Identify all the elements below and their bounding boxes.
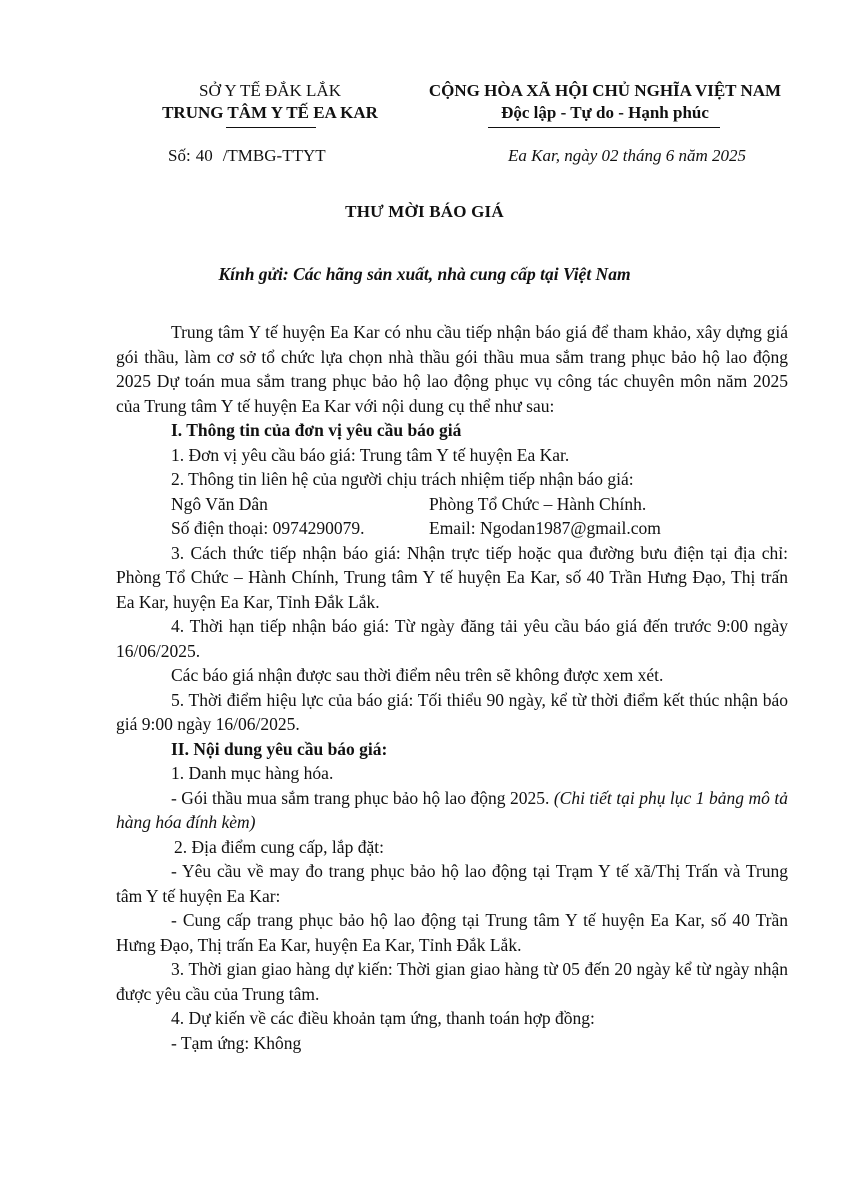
contact-phone: Số điện thoại: 0974290079.: [171, 518, 365, 538]
national-title: CỘNG HÒA XÃ HỘI CHỦ NGHĨA VIỆT NAM: [428, 81, 782, 100]
national-motto-block: [420, 80, 790, 124]
contact-department: Phòng Tổ Chức – Hành Chính.: [429, 493, 647, 514]
recipient-text: Các hãng sản xuất, nhà cung cấp tại Việt Nam: [288, 264, 631, 284]
section1-item1: 1. Đơn vị yêu cầu báo giá: Trung tâm Y tế huyện Ea Kar.: [171, 444, 570, 465]
section1-item2: 2. Thông tin liên hệ của người chịu trách nhiệm tiếp nhận báo giá:: [171, 469, 634, 489]
contact-email: Email: Ngodan1987@gmail.com: [429, 518, 661, 538]
item1-detail-note: (Chi tiết tại phụ lục 1 bảng mô tả hàng hóa đính kèm): [116, 787, 788, 832]
intro-paragraph: Trung tâm Y tế huyện Ea Kar có nhu cầu tiếp nhận báo giá để tham khảo, xây dựng giá gói thầu, làm cơ sở tổ chức lựa chọn nhà thầu gói thầu mua sắm trang phục bảo hộ lao động 2025 Dự toán mua sắm trang phục bảo hộ lao động phục vụ công tác chuyên môn năm 2025 của Trung tâm Y tế huyện Ea Kar với nội dung cụ thể như sau:: [116, 322, 788, 416]
issuing-agency-block: [140, 80, 400, 124]
recipient-label: Kính gửi:: [218, 264, 289, 284]
section2-item4: 4. Dự kiến về các điều khoản tạm ứng, thanh toán hợp đồng:: [171, 1008, 595, 1028]
contact-row-1: [116, 492, 788, 517]
section2-item2: 2. Địa điểm cung cấp, lắp đặt:: [174, 836, 384, 857]
recipient-line: [0, 264, 849, 285]
issue-date: Ea Kar, ngày 02 tháng 6 năm 2025: [508, 146, 746, 165]
doc-number-label: Số:: [168, 146, 191, 165]
section1-heading: I. Thông tin của đơn vị yêu cầu báo giá: [171, 420, 462, 440]
section2-heading: II. Nội dung yêu cầu báo giá:: [171, 738, 388, 759]
section2-item1-detail: [116, 786, 788, 835]
document-number: [168, 146, 326, 166]
section1-item3: 3. Cách thức tiếp nhận báo giá: Nhận trực tiếp hoặc qua đường bưu điện tại địa chỉ: Phòng Tổ Chức – Hành Chính, Trung tâm Y tế huyện Ea Kar, số 40 Trần Hưng Đạo, Thị trấn Ea Kar, huyện Ea Kar, Tỉnh Đắk Lắk.: [116, 542, 788, 612]
issuing-agency: TRUNG TÂM Y TẾ EA KAR: [162, 103, 378, 122]
section1-item4-note: Các báo giá nhận được sau thời điểm nêu trên sẽ không được xem xét.: [171, 665, 664, 685]
doc-number-code: /TMBG-TTYT: [222, 146, 326, 165]
agency-underline: [226, 127, 316, 128]
document-title: THƯ MỜI BÁO GIÁ: [345, 202, 504, 221]
parent-agency: SỞ Y TẾ ĐẮK LẮK: [199, 81, 341, 100]
item1-detail-text: - Gói thầu mua sắm trang phục bảo hộ lao động 2025.: [171, 787, 554, 808]
contact-row-2: [116, 516, 788, 541]
doc-number-value: 40: [195, 146, 213, 165]
section2-item1: 1. Danh mục hàng hóa.: [171, 763, 334, 783]
section2-item2-a: - Yêu cầu về may đo trang phục bảo hộ lao động tại Trạm Y tế xã/Thị Trấn và Trung tâm Y tế huyện Ea Kar:: [116, 861, 788, 906]
motto-underline: [488, 127, 720, 128]
section2-item2-b: - Cung cấp trang phục bảo hộ lao động tại Trung tâm Y tế huyện Ea Kar, số 40 Trần Hưng Đạo, Thị trấn Ea Kar, huyện Ea Kar, Tỉnh Đắk Lắk.: [116, 910, 788, 955]
section2-item4-a: - Tạm ứng: Không: [171, 1032, 302, 1053]
section1-item4: 4. Thời hạn tiếp nhận báo giá: Từ ngày đăng tải yêu cầu báo giá đến trước 9:00 ngày 16/06/2025.: [116, 616, 788, 661]
national-motto: Độc lập - Tự do - Hạnh phúc: [501, 103, 709, 122]
section2-item3: 3. Thời gian giao hàng dự kiến: Thời gian giao hàng từ 05 đến 20 ngày kể từ ngày nhận được yêu cầu của Trung tâm.: [116, 959, 788, 1004]
document-body: [116, 320, 788, 1055]
section1-item5: 5. Thời điểm hiệu lực của báo giá: Tối thiểu 90 ngày, kể từ thời điểm kết thúc nhận báo giá 9:00 ngày 16/06/2025.: [116, 689, 788, 734]
contact-name: Ngô Văn Dân: [171, 493, 268, 514]
